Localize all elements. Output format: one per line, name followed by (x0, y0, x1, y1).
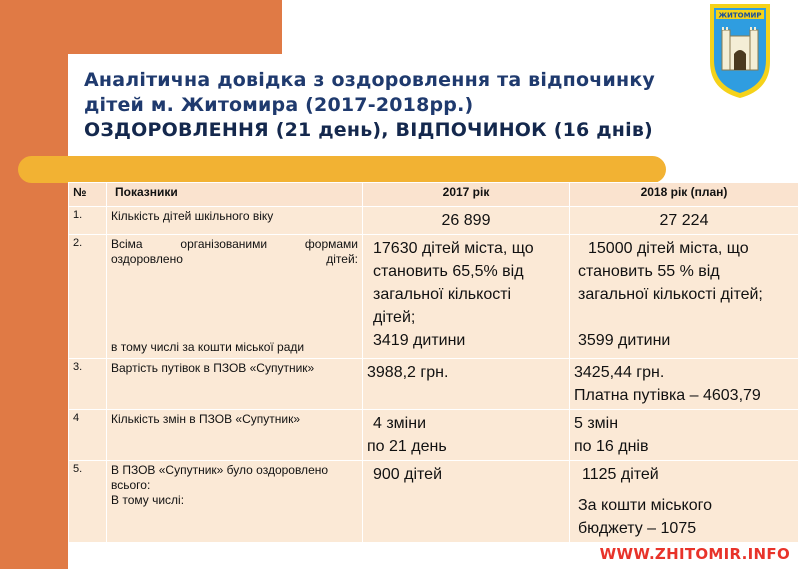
top-decor-band (0, 0, 282, 54)
title-line-1: Аналітична довідка з оздоровлення та відпочинку (84, 69, 655, 91)
row-value-2017: 900 дітей (363, 461, 570, 543)
value-line: по 21 день (367, 438, 447, 455)
title-line-3: ОЗДОРОВЛЕННЯ (21 день), ВІДПОЧИНОК (16 днів) (84, 119, 653, 141)
city-emblem-icon (708, 2, 772, 100)
value-line: Платна путівка – 4603,79 (574, 387, 761, 404)
value-line: 1125 дітей (582, 466, 659, 483)
row-value-2017 (363, 235, 570, 359)
table-row (69, 410, 799, 461)
row-indicator-cell (107, 235, 363, 359)
table-row (69, 207, 799, 235)
value-line: дітей; (373, 309, 416, 326)
value-line: 3419 дитини (373, 332, 466, 349)
emblem-text: ЖИТОМИР (718, 11, 762, 20)
row-indicator: Кількість змін в ПЗОВ «Супутник» (107, 410, 363, 461)
value-line: 4 зміни (373, 415, 427, 432)
value-line: 3425,44 грн. (574, 364, 665, 381)
value-line: За кошти міського (578, 497, 712, 514)
value-line: загальної кількості (373, 286, 512, 303)
value-line: 3599 дитини (578, 332, 671, 349)
row-indicator: В ПЗОВ «Супутник» було оздоровлено (111, 463, 329, 477)
row-value-2018 (570, 410, 799, 461)
header-num: № (69, 183, 107, 207)
header-2018: 2018 рік (план) (570, 183, 799, 207)
value-line: по 16 днів (574, 438, 649, 455)
table-row (69, 359, 799, 410)
row-value-2017 (363, 410, 570, 461)
row-indicator: Кількість дітей шкільного віку (107, 207, 363, 235)
value-line: бюджету – 1075 (578, 520, 697, 537)
value-line: 5 змін (574, 415, 619, 432)
row-num: 5. (69, 461, 107, 543)
row-value-2018 (570, 461, 799, 543)
row-indicator: Всіма організованими формами оздоровлено дітей: (111, 237, 358, 266)
row-value-2018: 27 224 (570, 207, 799, 235)
site-watermark: WWW.ZHITOMIR.INFO (599, 545, 790, 563)
row-value-2017: 3988,2 грн. (363, 359, 570, 410)
row-num: 3. (69, 359, 107, 410)
yellow-divider-bar (18, 156, 666, 183)
row-value-2017: 26 899 (363, 207, 570, 235)
slide-title (84, 68, 704, 143)
table-row (69, 461, 799, 543)
title-line-2: дітей м. Житомира (2017-2018рр.) (84, 94, 474, 116)
value-line: 17630 дітей міста, що (373, 240, 534, 257)
row-num: 2. (69, 235, 107, 359)
row-indicator-cell (107, 461, 363, 543)
row-indicator: всього: (111, 478, 151, 492)
value-line: загальної кількості дітей; (578, 286, 763, 303)
data-table (68, 182, 799, 543)
value-line: становить 55 % від (578, 263, 720, 280)
header-2017: 2017 рік (363, 183, 570, 207)
header-indicator: Показники (107, 183, 363, 207)
row-value-2018 (570, 359, 799, 410)
row-indicator-sub: в тому числі за кошти міської ради (111, 340, 305, 354)
row-num: 4 (69, 410, 107, 461)
row-indicator: Вартість путівок в ПЗОВ «Супутник» (107, 359, 363, 410)
value-line: становить 65,5% від (373, 263, 524, 280)
table-row (69, 235, 799, 359)
value-line: 15000 дітей міста, що (588, 240, 749, 257)
row-indicator: В тому числі: (111, 493, 185, 507)
row-num: 1. (69, 207, 107, 235)
left-decor-band (0, 0, 68, 569)
table-header-row (69, 183, 799, 207)
row-value-2018 (570, 235, 799, 359)
